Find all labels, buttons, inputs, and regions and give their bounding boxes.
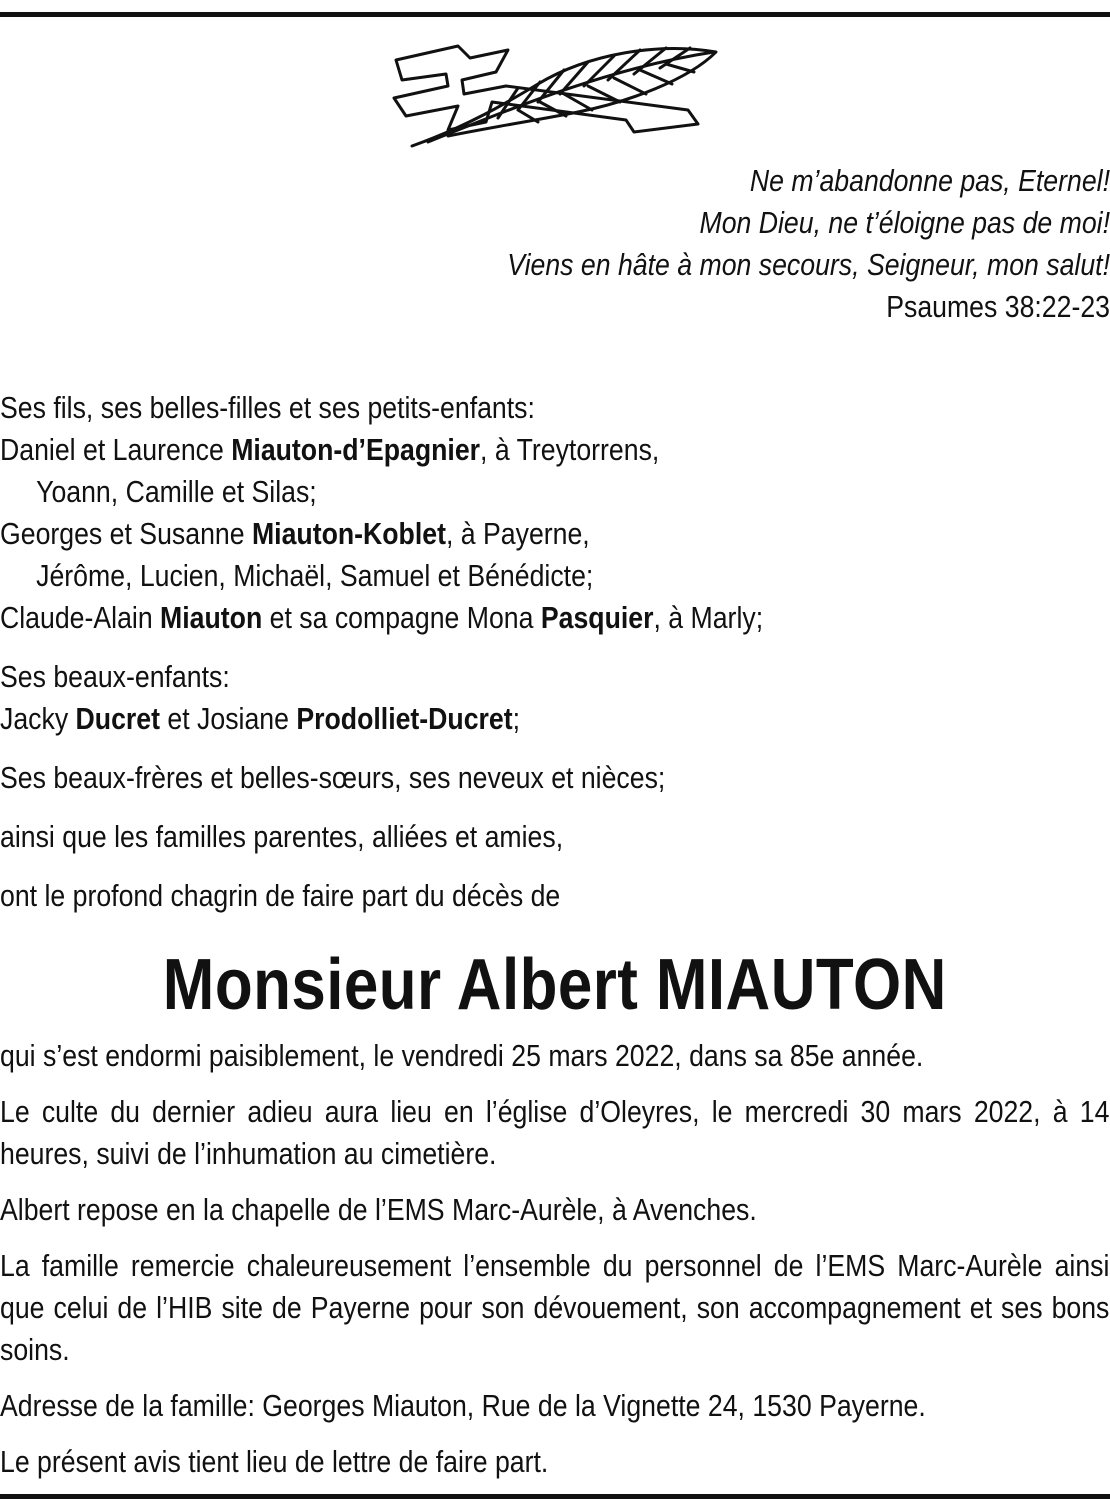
service-text: Le culte du dernier adieu aura lieu en l’église d’Oleyres, le mercredi 30 mars 2022, à 14 heures, suivi de l’inhumation au cimetière. <box>0 1094 1110 1171</box>
bottom-rule <box>0 1494 1110 1499</box>
cross-and-palm-leaf-icon <box>388 40 720 148</box>
psalm-reference: Psaumes 38:22-23 <box>886 289 1110 324</box>
grandchildren-1: Yoann, Camille et Silas; <box>36 474 317 509</box>
top-rule <box>0 12 1110 17</box>
rest-text: Albert repose en la chapelle de l’EMS Marc-Aurèle, à Avenches. <box>0 1192 757 1227</box>
family-line-3: Claude-Alain Miauton et sa compagne Mona Pasquier, à Marly; <box>0 600 764 635</box>
psalm-quote <box>456 160 1110 328</box>
psalm-verse-1: Ne m’abandonne pas, Eternel! <box>749 163 1110 198</box>
thanks-text: La famille remercie chaleureusement l’ensemble du personnel de l’EMS Marc-Aurèle ainsi que celui de l’HIB site de Payerne pour son dévouement, son accompagnement et ses bons soins. <box>0 1248 1110 1367</box>
address-text: Adresse de la famille: Georges Miauton, Rue de la Vignette 24, 1530 Payerne. <box>0 1388 926 1423</box>
announcement-line: ont le profond chagrin de faire part du décès de <box>0 878 561 913</box>
step-children-intro: Ses beaux-enfants: <box>0 659 230 694</box>
family-line-2: Georges et Susanne Miauton-Koblet, à Payerne, <box>0 516 590 551</box>
grandchildren-2: Jérôme, Lucien, Michaël, Samuel et Bénédicte; <box>36 558 594 593</box>
step-children-block <box>0 656 1109 740</box>
psalm-verse-2: Mon Dieu, ne t’éloigne pas de moi! <box>699 205 1110 240</box>
deceased-name: Monsieur Albert MIAUTON <box>163 945 947 1025</box>
family-line-1: Daniel et Laurence Miauton-d’Epagnier, à Treytorrens, <box>0 432 660 467</box>
details <box>0 1035 1109 1497</box>
family-list <box>0 387 1109 934</box>
sons-intro: Ses fils, ses belles-filles et ses petits-enfants: <box>0 390 535 425</box>
inlaws-line: Ses beaux-frères et belles-sœurs, ses neveux et nièces; <box>0 760 666 795</box>
step-children-line: Jacky Ducret et Josiane Prodolliet-Ducret; <box>0 701 521 736</box>
sons-block <box>0 387 1109 639</box>
families-line: ainsi que les familles parentes, alliées et amies, <box>0 819 564 854</box>
psalm-verse-3: Viens en hâte à mon secours, Seigneur, mon salut! <box>507 247 1110 282</box>
notice-text: Le présent avis tient lieu de lettre de faire part. <box>0 1444 549 1479</box>
passing-text: qui s’est endormi paisiblement, le vendredi 25 mars 2022, dans sa 85e année. <box>0 1038 924 1073</box>
